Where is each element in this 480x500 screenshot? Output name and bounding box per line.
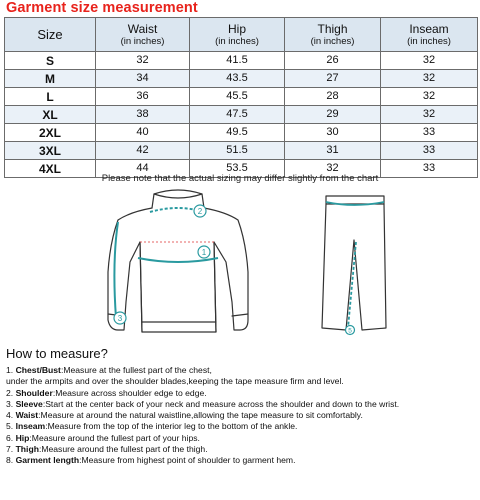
step-text: :Start at the center back of your neck and measure across the shoulder and down to the wrist. [42, 398, 400, 409]
marker-5 [346, 326, 355, 335]
table-row [5, 124, 478, 142]
marker-3 [114, 312, 126, 324]
value-cell: 33 [381, 124, 478, 142]
value-cell: 31 [285, 142, 381, 160]
step-text: :Measure from the top of the interior leg to the bottom of the ankle. [45, 421, 298, 432]
how-to-step [6, 455, 478, 466]
value-cell: 32 [381, 70, 478, 88]
step-number: 4. [6, 410, 16, 421]
step-number: 6. [6, 432, 16, 443]
marker-1 [198, 246, 210, 258]
value-cell: 38 [96, 106, 190, 124]
how-to-step [6, 365, 478, 376]
header-inseam: Inseam (in inches) [381, 18, 478, 52]
step-text: :Measure at around the natural waistline,allowing the tape measure to sit comfortably. [38, 410, 363, 421]
how-to-step [6, 388, 478, 399]
step-term: Waist [15, 410, 39, 421]
value-cell: 43.5 [190, 70, 285, 88]
step-term: Chest/Bust [15, 365, 61, 375]
value-cell: 29 [285, 106, 381, 124]
value-cell: 32 [381, 106, 478, 124]
step-number: 3. [6, 398, 16, 409]
step-number: 2. [6, 387, 16, 398]
table-row [5, 52, 478, 70]
how-to-step [6, 421, 478, 432]
step-number: 8. [6, 455, 16, 466]
step-text: :Measure from highest point of shoulder to garment hem. [79, 455, 296, 466]
size-cell: 3XL [5, 142, 96, 160]
value-cell: 36 [96, 88, 190, 106]
step-text: under the armpits and over the shoulder blades,keeping the tape measure firm and level. [6, 376, 344, 387]
how-to-steps [6, 365, 478, 467]
value-cell: 33 [381, 160, 478, 178]
svg-text:3: 3 [117, 314, 123, 323]
how-to-step [6, 410, 478, 421]
value-cell: 42 [96, 142, 190, 160]
how-to-heading: How to measure? [6, 346, 108, 361]
size-cell: L [5, 88, 96, 106]
value-cell: 51.5 [190, 142, 285, 160]
header-size: Size [5, 18, 96, 52]
value-cell: 47.5 [190, 106, 285, 124]
size-cell: XL [5, 106, 96, 124]
header-thigh: Thigh (in inches) [285, 18, 381, 52]
svg-text:5: 5 [348, 327, 352, 335]
value-cell: 30 [285, 124, 381, 142]
table-row [5, 142, 478, 160]
size-cell: S [5, 52, 96, 70]
value-cell: 32 [381, 52, 478, 70]
size-cell: M [5, 70, 96, 88]
svg-text:1: 1 [201, 248, 207, 257]
value-cell: 28 [285, 88, 381, 106]
value-cell: 32 [381, 88, 478, 106]
value-cell: 49.5 [190, 124, 285, 142]
step-text: :Measure at the fullest part of the chest, [60, 365, 212, 375]
value-cell: 45.5 [190, 88, 285, 106]
step-text: :Measure around the fullest part of the thigh. [38, 444, 208, 455]
size-cell: 4XL [5, 160, 96, 178]
pants-measure-lines [326, 202, 384, 328]
step-text: :Measure around the fullest part of your hips. [29, 432, 200, 443]
value-cell: 53.5 [190, 160, 285, 178]
step-number: 5. [6, 421, 16, 432]
value-cell: 32 [96, 52, 190, 70]
step-term: Thigh [15, 444, 39, 455]
header-waist: Waist (in inches) [96, 18, 190, 52]
value-cell: 34 [96, 70, 190, 88]
sizing-note: Please note that the actual sizing may differ slightly from the chart [101, 173, 379, 184]
value-cell: 41.5 [190, 52, 285, 70]
measurement-figures [0, 182, 480, 342]
value-cell: 32 [285, 160, 381, 178]
how-to-step [6, 444, 478, 455]
how-to-step [6, 376, 478, 387]
value-cell: 26 [285, 52, 381, 70]
table-row [5, 88, 478, 106]
table-row [5, 70, 478, 88]
step-term: Garment length [15, 455, 80, 466]
step-term: Inseam [15, 421, 46, 432]
value-cell: 44 [96, 160, 190, 178]
step-term: Sleeve [15, 398, 43, 409]
svg-text:2: 2 [197, 207, 203, 216]
page-title: Garment size measurement [6, 0, 198, 16]
table-row [5, 106, 478, 124]
marker-2 [194, 205, 206, 217]
value-cell: 27 [285, 70, 381, 88]
step-number: 7. [6, 444, 16, 455]
table-body [5, 52, 478, 178]
value-cell: 40 [96, 124, 190, 142]
how-to-step [6, 399, 478, 410]
size-chart-table [4, 17, 478, 178]
how-to-step [6, 433, 478, 444]
table-header-row [5, 18, 478, 52]
size-cell: 2XL [5, 124, 96, 142]
step-term: Hip [15, 432, 30, 443]
step-text: :Measure across shoulder edge to edge. [52, 387, 207, 398]
value-cell: 33 [381, 142, 478, 160]
step-term: Shoulder [15, 387, 53, 398]
header-hip: Hip (in inches) [190, 18, 285, 52]
step-number: 1. [6, 365, 16, 375]
